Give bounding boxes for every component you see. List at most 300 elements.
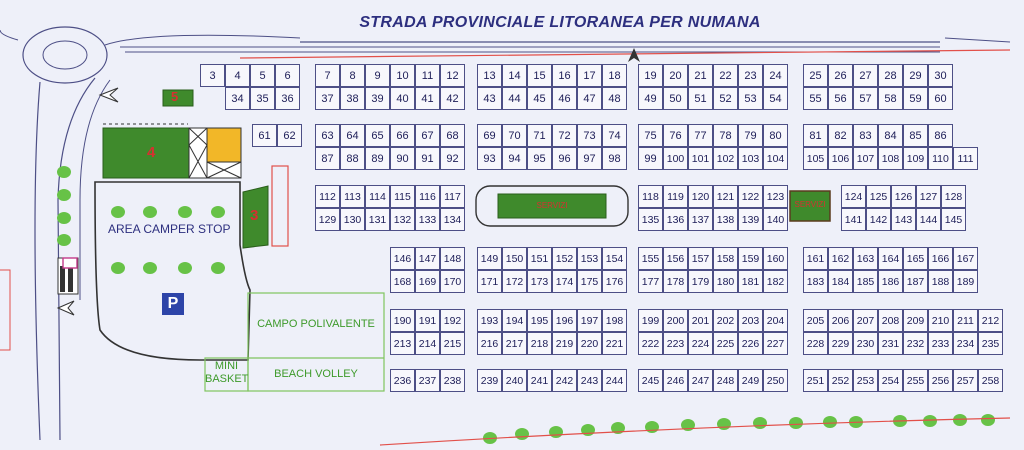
lot-145[interactable]: 145 (941, 208, 966, 231)
lot-144[interactable]: 144 (916, 208, 941, 231)
tree-icon (645, 421, 659, 433)
lot-70[interactable]: 70 (502, 124, 527, 147)
lot-117[interactable]: 117 (440, 185, 465, 208)
lot-253[interactable]: 253 (853, 369, 878, 392)
lot-30[interactable]: 30 (928, 64, 953, 87)
lot-103[interactable]: 103 (738, 147, 763, 170)
lot-26[interactable]: 26 (828, 64, 853, 87)
lot-51[interactable]: 51 (688, 87, 713, 110)
lot-244[interactable]: 244 (602, 369, 627, 392)
lot-199[interactable]: 199 (638, 309, 663, 332)
lot-105[interactable]: 105 (803, 147, 828, 170)
lot-20[interactable]: 20 (663, 64, 688, 87)
lot-61[interactable]: 61 (252, 124, 277, 147)
lot-258[interactable]: 258 (978, 369, 1003, 392)
lot-56[interactable]: 56 (828, 87, 853, 110)
tree-icon (57, 234, 71, 246)
lot-157[interactable]: 157 (688, 247, 713, 270)
lot-111[interactable]: 111 (953, 147, 978, 170)
lot-137[interactable]: 137 (688, 208, 713, 231)
lot-220[interactable]: 220 (577, 332, 602, 355)
lot-53[interactable]: 53 (738, 87, 763, 110)
lot-193[interactable]: 193 (477, 309, 502, 332)
property-boundary-line (240, 50, 1010, 58)
lot-218[interactable]: 218 (527, 332, 552, 355)
lot-150[interactable]: 150 (502, 247, 527, 270)
lot-44[interactable]: 44 (502, 87, 527, 110)
area-camper-stop-label: AREA CAMPER STOP (108, 222, 231, 236)
entry-gate-bar (68, 266, 73, 292)
lot-185[interactable]: 185 (853, 270, 878, 293)
lot-240[interactable]: 240 (502, 369, 527, 392)
lot-129[interactable]: 129 (315, 208, 340, 231)
lot-163[interactable]: 163 (853, 247, 878, 270)
lot-67[interactable]: 67 (415, 124, 440, 147)
lot-76[interactable]: 76 (663, 124, 688, 147)
lot-48[interactable]: 48 (602, 87, 627, 110)
lot-73[interactable]: 73 (577, 124, 602, 147)
lot-147[interactable]: 147 (415, 247, 440, 270)
lot-15[interactable]: 15 (527, 64, 552, 87)
lot-46[interactable]: 46 (552, 87, 577, 110)
lot-27[interactable]: 27 (853, 64, 878, 87)
lot-192[interactable]: 192 (440, 309, 465, 332)
lot-58[interactable]: 58 (878, 87, 903, 110)
lot-65[interactable]: 65 (365, 124, 390, 147)
lot-68[interactable]: 68 (440, 124, 465, 147)
lot-176[interactable]: 176 (602, 270, 627, 293)
lot-119[interactable]: 119 (663, 185, 688, 208)
lot-170[interactable]: 170 (440, 270, 465, 293)
lot-230[interactable]: 230 (853, 332, 878, 355)
lot-35[interactable]: 35 (250, 87, 275, 110)
lot-77[interactable]: 77 (688, 124, 713, 147)
lot-85[interactable]: 85 (903, 124, 928, 147)
lot-54[interactable]: 54 (763, 87, 788, 110)
lot-41[interactable]: 41 (415, 87, 440, 110)
lot-223[interactable]: 223 (663, 332, 688, 355)
road-line (945, 38, 1010, 42)
lot-250[interactable]: 250 (763, 369, 788, 392)
lot-40[interactable]: 40 (390, 87, 415, 110)
lot-229[interactable]: 229 (828, 332, 853, 355)
lot-127[interactable]: 127 (916, 185, 941, 208)
lot-246[interactable]: 246 (663, 369, 688, 392)
lot-203[interactable]: 203 (738, 309, 763, 332)
lot-98[interactable]: 98 (602, 147, 627, 170)
lot-233[interactable]: 233 (928, 332, 953, 355)
lot-154[interactable]: 154 (602, 247, 627, 270)
lot-47[interactable]: 47 (577, 87, 602, 110)
lot-204[interactable]: 204 (763, 309, 788, 332)
lot-242[interactable]: 242 (552, 369, 577, 392)
lot-208[interactable]: 208 (878, 309, 903, 332)
lot-209[interactable]: 209 (903, 309, 928, 332)
roundabout (23, 27, 107, 83)
lot-128[interactable]: 128 (941, 185, 966, 208)
lot-166[interactable]: 166 (928, 247, 953, 270)
lot-37[interactable]: 37 (315, 87, 340, 110)
campo-polivalente-label: CAMPO POLIVALENTE (257, 318, 375, 330)
tree-icon (111, 206, 125, 218)
lot-140[interactable]: 140 (763, 208, 788, 231)
lot-112[interactable]: 112 (315, 185, 340, 208)
lot-149[interactable]: 149 (477, 247, 502, 270)
zone-5-label: 5 (171, 89, 179, 104)
lot-71[interactable]: 71 (527, 124, 552, 147)
lot-219[interactable]: 219 (552, 332, 577, 355)
lot-187[interactable]: 187 (903, 270, 928, 293)
lot-255[interactable]: 255 (903, 369, 928, 392)
lot-126[interactable]: 126 (891, 185, 916, 208)
lot-213[interactable]: 213 (390, 332, 415, 355)
lot-123[interactable]: 123 (763, 185, 788, 208)
lot-136[interactable]: 136 (663, 208, 688, 231)
tree-icon (143, 206, 157, 218)
mini-basket-label-line: MINI (214, 360, 239, 372)
lot-14[interactable]: 14 (502, 64, 527, 87)
lot-173[interactable]: 173 (527, 270, 552, 293)
tree-icon (111, 262, 125, 274)
lot-52[interactable]: 52 (713, 87, 738, 110)
lot-91[interactable]: 91 (415, 147, 440, 170)
lot-12[interactable]: 12 (440, 64, 465, 87)
lot-168[interactable]: 168 (390, 270, 415, 293)
tree-icon (981, 414, 995, 426)
lot-160[interactable]: 160 (763, 247, 788, 270)
lot-162[interactable]: 162 (828, 247, 853, 270)
tree-icon (549, 426, 563, 438)
lot-171[interactable]: 171 (477, 270, 502, 293)
tree-icon (823, 416, 837, 428)
lot-158[interactable]: 158 (713, 247, 738, 270)
lot-6[interactable]: 6 (275, 64, 300, 87)
lot-221[interactable]: 221 (602, 332, 627, 355)
lot-107[interactable]: 107 (853, 147, 878, 170)
lot-177[interactable]: 177 (638, 270, 663, 293)
lot-72[interactable]: 72 (552, 124, 577, 147)
beach-boundary-line (380, 418, 1010, 445)
lot-231[interactable]: 231 (878, 332, 903, 355)
lot-109[interactable]: 109 (903, 147, 928, 170)
lot-186[interactable]: 186 (878, 270, 903, 293)
lot-217[interactable]: 217 (502, 332, 527, 355)
lot-28[interactable]: 28 (878, 64, 903, 87)
lot-257[interactable]: 257 (953, 369, 978, 392)
lot-75[interactable]: 75 (638, 124, 663, 147)
lot-121[interactable]: 121 (713, 185, 738, 208)
lot-36[interactable]: 36 (275, 87, 300, 110)
lot-9[interactable]: 9 (365, 64, 390, 87)
lot-125[interactable]: 125 (866, 185, 891, 208)
lot-200[interactable]: 200 (663, 309, 688, 332)
lot-142[interactable]: 142 (866, 208, 891, 231)
lot-87[interactable]: 87 (315, 147, 340, 170)
lot-34[interactable]: 34 (225, 87, 250, 110)
lot-254[interactable]: 254 (878, 369, 903, 392)
lot-148[interactable]: 148 (440, 247, 465, 270)
lot-138[interactable]: 138 (713, 208, 738, 231)
lot-96[interactable]: 96 (552, 147, 577, 170)
road-line (105, 35, 300, 45)
lot-110[interactable]: 110 (928, 147, 953, 170)
lot-189[interactable]: 189 (953, 270, 978, 293)
entry-kiosk (63, 258, 77, 268)
tree-icon (178, 262, 192, 274)
lot-16[interactable]: 16 (552, 64, 577, 87)
mini-basket-label (205, 360, 248, 386)
lot-172[interactable]: 172 (502, 270, 527, 293)
tree-icon (923, 415, 937, 427)
roundabout-inner (43, 41, 87, 69)
lot-141[interactable]: 141 (841, 208, 866, 231)
lot-251[interactable]: 251 (803, 369, 828, 392)
lot-159[interactable]: 159 (738, 247, 763, 270)
lot-69[interactable]: 69 (477, 124, 502, 147)
lot-113[interactable]: 113 (340, 185, 365, 208)
lot-22[interactable]: 22 (713, 64, 738, 87)
lot-97[interactable]: 97 (577, 147, 602, 170)
lot-184[interactable]: 184 (828, 270, 853, 293)
tree-icon (57, 212, 71, 224)
lot-174[interactable]: 174 (552, 270, 577, 293)
lot-227[interactable]: 227 (763, 332, 788, 355)
lot-214[interactable]: 214 (415, 332, 440, 355)
lot-243[interactable]: 243 (577, 369, 602, 392)
lot-178[interactable]: 178 (663, 270, 688, 293)
tree-icon (953, 414, 967, 426)
lot-198[interactable]: 198 (602, 309, 627, 332)
lot-42[interactable]: 42 (440, 87, 465, 110)
lot-236[interactable]: 236 (390, 369, 415, 392)
lot-108[interactable]: 108 (878, 147, 903, 170)
lot-207[interactable]: 207 (853, 309, 878, 332)
north-arrow (628, 48, 640, 62)
lot-180[interactable]: 180 (713, 270, 738, 293)
tree-icon (581, 424, 595, 436)
lot-181[interactable]: 181 (738, 270, 763, 293)
lot-45[interactable]: 45 (527, 87, 552, 110)
lot-86[interactable]: 86 (928, 124, 953, 147)
lot-164[interactable]: 164 (878, 247, 903, 270)
lot-132[interactable]: 132 (390, 208, 415, 231)
lot-241[interactable]: 241 (527, 369, 552, 392)
lot-39[interactable]: 39 (365, 87, 390, 110)
lot-156[interactable]: 156 (663, 247, 688, 270)
lot-151[interactable]: 151 (527, 247, 552, 270)
lot-247[interactable]: 247 (688, 369, 713, 392)
lot-93[interactable]: 93 (477, 147, 502, 170)
lot-114[interactable]: 114 (365, 185, 390, 208)
mini-basket-label-line: BASKET (205, 373, 249, 385)
servizi-label: SERVIZI (794, 200, 826, 209)
lot-194[interactable]: 194 (502, 309, 527, 332)
road-line (35, 82, 40, 440)
lot-245[interactable]: 245 (638, 369, 663, 392)
lot-228[interactable]: 228 (803, 332, 828, 355)
lot-17[interactable]: 17 (577, 64, 602, 87)
lot-82[interactable]: 82 (828, 124, 853, 147)
lot-94[interactable]: 94 (502, 147, 527, 170)
tree-icon (143, 262, 157, 274)
zone-4-area (103, 128, 189, 178)
lot-55[interactable]: 55 (803, 87, 828, 110)
exit-arrow (58, 301, 74, 315)
lot-19[interactable]: 19 (638, 64, 663, 87)
lot-18[interactable]: 18 (602, 64, 627, 87)
lot-133[interactable]: 133 (415, 208, 440, 231)
lot-226[interactable]: 226 (738, 332, 763, 355)
zone-4-label: 4 (147, 144, 156, 161)
lot-195[interactable]: 195 (527, 309, 552, 332)
lot-10[interactable]: 10 (390, 64, 415, 87)
lot-205[interactable]: 205 (803, 309, 828, 332)
lot-43[interactable]: 43 (477, 87, 502, 110)
tree-icon (753, 417, 767, 429)
lot-89[interactable]: 89 (365, 147, 390, 170)
lot-212[interactable]: 212 (978, 309, 1003, 332)
parking-sign: P (162, 293, 184, 315)
zone-3-outline (272, 166, 288, 246)
property-boundary-line (0, 270, 10, 350)
road-line (0, 30, 18, 40)
lot-49[interactable]: 49 (638, 87, 663, 110)
lot-234[interactable]: 234 (953, 332, 978, 355)
lot-143[interactable]: 143 (891, 208, 916, 231)
lot-169[interactable]: 169 (415, 270, 440, 293)
lot-256[interactable]: 256 (928, 369, 953, 392)
lot-59[interactable]: 59 (903, 87, 928, 110)
lot-191[interactable]: 191 (415, 309, 440, 332)
lot-116[interactable]: 116 (415, 185, 440, 208)
lot-215[interactable]: 215 (440, 332, 465, 355)
lot-252[interactable]: 252 (828, 369, 853, 392)
lot-92[interactable]: 92 (440, 147, 465, 170)
lot-78[interactable]: 78 (713, 124, 738, 147)
zone-4-yellow-building (207, 128, 241, 162)
lot-74[interactable]: 74 (602, 124, 627, 147)
lot-130[interactable]: 130 (340, 208, 365, 231)
lot-183[interactable]: 183 (803, 270, 828, 293)
lot-249[interactable]: 249 (738, 369, 763, 392)
lot-29[interactable]: 29 (903, 64, 928, 87)
lot-237[interactable]: 237 (415, 369, 440, 392)
lot-8[interactable]: 8 (340, 64, 365, 87)
servizi-label: SERVIZI (536, 201, 568, 210)
lot-38[interactable]: 38 (340, 87, 365, 110)
lot-206[interactable]: 206 (828, 309, 853, 332)
lot-21[interactable]: 21 (688, 64, 713, 87)
lot-104[interactable]: 104 (763, 147, 788, 170)
lot-23[interactable]: 23 (738, 64, 763, 87)
lot-62[interactable]: 62 (277, 124, 302, 147)
lot-81[interactable]: 81 (803, 124, 828, 147)
lot-102[interactable]: 102 (713, 147, 738, 170)
lot-106[interactable]: 106 (828, 147, 853, 170)
lot-235[interactable]: 235 (978, 332, 1003, 355)
lot-83[interactable]: 83 (853, 124, 878, 147)
lot-238[interactable]: 238 (440, 369, 465, 392)
lot-175[interactable]: 175 (577, 270, 602, 293)
lot-134[interactable]: 134 (440, 208, 465, 231)
lot-84[interactable]: 84 (878, 124, 903, 147)
lot-4[interactable]: 4 (225, 64, 250, 87)
lot-182[interactable]: 182 (763, 270, 788, 293)
lot-120[interactable]: 120 (688, 185, 713, 208)
lot-190[interactable]: 190 (390, 309, 415, 332)
lot-196[interactable]: 196 (552, 309, 577, 332)
lot-57[interactable]: 57 (853, 87, 878, 110)
lot-25[interactable]: 25 (803, 64, 828, 87)
lot-232[interactable]: 232 (903, 332, 928, 355)
tree-icon (178, 206, 192, 218)
lot-101[interactable]: 101 (688, 147, 713, 170)
lot-216[interactable]: 216 (477, 332, 502, 355)
beach-volley-label: BEACH VOLLEY (274, 368, 358, 380)
lot-99[interactable]: 99 (638, 147, 663, 170)
lot-222[interactable]: 222 (638, 332, 663, 355)
lot-50[interactable]: 50 (663, 87, 688, 110)
lot-224[interactable]: 224 (688, 332, 713, 355)
lot-5[interactable]: 5 (250, 64, 275, 87)
lot-179[interactable]: 179 (688, 270, 713, 293)
lot-124[interactable]: 124 (841, 185, 866, 208)
tree-icon (57, 189, 71, 201)
lot-161[interactable]: 161 (803, 247, 828, 270)
lot-135[interactable]: 135 (638, 208, 663, 231)
lot-211[interactable]: 211 (953, 309, 978, 332)
lot-197[interactable]: 197 (577, 309, 602, 332)
lot-118[interactable]: 118 (638, 185, 663, 208)
lot-225[interactable]: 225 (713, 332, 738, 355)
lot-80[interactable]: 80 (763, 124, 788, 147)
tree-icon (211, 262, 225, 274)
lot-165[interactable]: 165 (903, 247, 928, 270)
lot-64[interactable]: 64 (340, 124, 365, 147)
lot-210[interactable]: 210 (928, 309, 953, 332)
lot-115[interactable]: 115 (390, 185, 415, 208)
lot-146[interactable]: 146 (390, 247, 415, 270)
lot-139[interactable]: 139 (738, 208, 763, 231)
lot-7[interactable]: 7 (315, 64, 340, 87)
lot-88[interactable]: 88 (340, 147, 365, 170)
lot-188[interactable]: 188 (928, 270, 953, 293)
lot-11[interactable]: 11 (415, 64, 440, 87)
lot-152[interactable]: 152 (552, 247, 577, 270)
entry-gate-bar (60, 266, 65, 292)
lot-66[interactable]: 66 (390, 124, 415, 147)
lot-167[interactable]: 167 (953, 247, 978, 270)
lot-24[interactable]: 24 (763, 64, 788, 87)
lot-239[interactable]: 239 (477, 369, 502, 392)
lot-13[interactable]: 13 (477, 64, 502, 87)
lot-60[interactable]: 60 (928, 87, 953, 110)
lot-95[interactable]: 95 (527, 147, 552, 170)
lot-122[interactable]: 122 (738, 185, 763, 208)
lot-248[interactable]: 248 (713, 369, 738, 392)
lot-153[interactable]: 153 (577, 247, 602, 270)
lot-100[interactable]: 100 (663, 147, 688, 170)
lot-79[interactable]: 79 (738, 124, 763, 147)
lot-131[interactable]: 131 (365, 208, 390, 231)
zone-3-label: 3 (250, 207, 259, 224)
lot-202[interactable]: 202 (713, 309, 738, 332)
lot-3[interactable]: 3 (200, 64, 225, 87)
lot-155[interactable]: 155 (638, 247, 663, 270)
lot-201[interactable]: 201 (688, 309, 713, 332)
lot-90[interactable]: 90 (390, 147, 415, 170)
lot-63[interactable]: 63 (315, 124, 340, 147)
